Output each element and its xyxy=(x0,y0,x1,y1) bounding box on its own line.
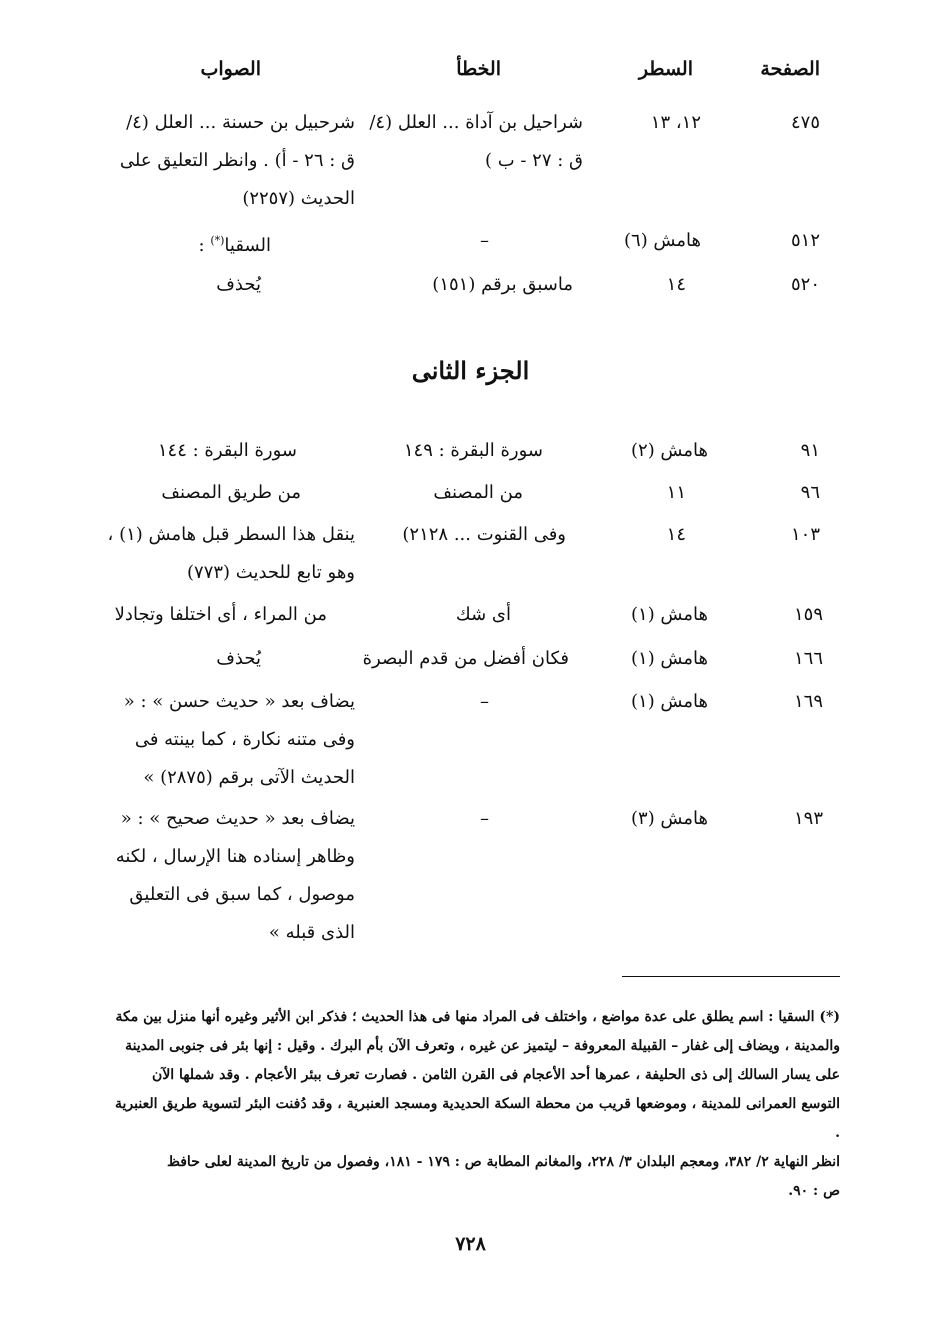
cell-page: ١٠٣ xyxy=(790,524,820,545)
cell-page: ٤٧٥ xyxy=(790,112,820,133)
cell-error: فكان أفضل من قدم البصرة xyxy=(362,648,569,669)
footnote-line: ص : ٩٠. xyxy=(788,1183,840,1199)
header-page: الصفحة xyxy=(760,58,820,80)
cell-page: ٥١٢ xyxy=(790,230,820,251)
cell-line: هامش (١) xyxy=(630,648,708,669)
footnote-divider xyxy=(622,976,840,977)
cell-page: ٩١ xyxy=(800,440,820,461)
header-error: الخطأ xyxy=(456,58,501,80)
cell-error: – xyxy=(480,691,489,712)
cell-correction: سورة البقرة : ١٤٤ xyxy=(157,440,297,461)
cell-error: أى شك xyxy=(455,604,511,625)
footnote-line: انظر النهاية ٢/ ٣٨٢، ومعجم البلدان ٣/ ٢٢٨، والمغانم المطابة ص : ١٧٩ - ١٨١، وفصول من تاريخ المدينة لعلى حافظ xyxy=(166,1154,840,1170)
footnote-line: على يسار السالك إلى ذى الحليفة ، عمرها أحد الأعجام فى القرن الثامن . فصارت تعرف ببئر الأعجام . وقد شملها الآن xyxy=(152,1067,840,1083)
footnote-line: التوسع العمرانى للمدينة ، وموضعها قريب من محطة السكة الحديدية ومسجد العنبرية ، وقد دُفنت البئر لتسوية طريق العنبرية . xyxy=(115,1096,840,1141)
cell-correction: من طريق المصنف xyxy=(161,482,301,503)
footnote xyxy=(115,1003,840,1206)
cell-correction: السقيا(*) : xyxy=(198,234,271,256)
cell-error: سورة البقرة : ١٤٩ xyxy=(403,440,543,461)
cell-page: ١٦٩ xyxy=(793,691,823,712)
cell-line: ١٤ xyxy=(666,524,686,545)
cell-error: وفى القنوت ... ٢١٢٨) xyxy=(402,524,566,545)
header-line: السطر xyxy=(638,58,693,80)
cell-page: ١٩٣ xyxy=(793,808,823,829)
cell-page: ١٦٦ xyxy=(793,648,823,669)
section-title: الجزء الثانى xyxy=(411,356,530,385)
cell-correction: من المراء ، أى اختلفا وتجادلا xyxy=(114,604,327,625)
page-number: ٧٢٨ xyxy=(455,1233,486,1255)
cell-line: ١٢، ١٣ xyxy=(650,112,701,133)
cell-line: هامش (٦) xyxy=(623,230,701,251)
footnote-line: والمدينة ، ويضاف إلى غفار – القبيلة المعروفة – ليتميز عن غيره ، وتعرف الآن بأم البرك . وقيل : إنها بئر فى جنوبى المدينة xyxy=(125,1038,840,1054)
cell-error: – xyxy=(480,808,489,829)
cell-page: ١٥٩ xyxy=(793,604,823,625)
cell-line: هامش (٢) xyxy=(630,440,708,461)
cell-line: هامش (١) xyxy=(630,691,708,712)
cell-error: – xyxy=(480,230,489,251)
cell-correction: شرحبيل بن حسنة ... العلل (٤/ ق : ٢٦ - أ) . وانظر التعليق على الحديث (٢٢٥٧) xyxy=(119,112,355,209)
footnote-marker: (*) xyxy=(210,234,225,247)
cell-correction: يضاف بعد « حديث صحيح » : « وظاهر إسناده هنا الإرسال ، لكنه موصول ، كما سبق فى التعليق الذى قبله » xyxy=(115,808,355,943)
correction-text: السقيا xyxy=(224,235,271,256)
header-correction: الصواب xyxy=(200,58,261,80)
cell-correction: يُحذف xyxy=(216,274,261,295)
cell-correction: ينقل هذا السطر قبل هامش (١) ، وهو تابع للحديث (٧٧٣) xyxy=(107,524,355,583)
cell-correction: يُحذف xyxy=(216,648,261,669)
cell-error: شراحيل بن آداة ... العلل (٤/ ق : ٢٧ - ب ) xyxy=(369,112,583,171)
cell-correction: يضاف بعد « حديث حسن » : « وفى متنه نكارة ، كما بينته فى الحديث الآتى برقم (٢٨٧٥) » xyxy=(123,691,355,788)
footnote-line: (*) السقيا : اسم يطلق على عدة مواضع ، واختلف فى المراد منها فى هذا الحديث ؛ فذكر ابن الأثير وغيره أنها منزل بين مكة xyxy=(115,1009,840,1025)
cell-page: ٥٢٠ xyxy=(790,274,820,295)
cell-line: هامش (١) xyxy=(630,604,708,625)
cell-page: ٩٦ xyxy=(800,482,820,503)
cell-line: ١٤ xyxy=(666,274,686,295)
cell-line: ١١ xyxy=(666,482,686,503)
cell-line: هامش (٣) xyxy=(630,808,708,829)
cell-error: من المصنف xyxy=(433,482,523,503)
cell-error: ماسبق برقم (١٥١) xyxy=(432,274,573,295)
